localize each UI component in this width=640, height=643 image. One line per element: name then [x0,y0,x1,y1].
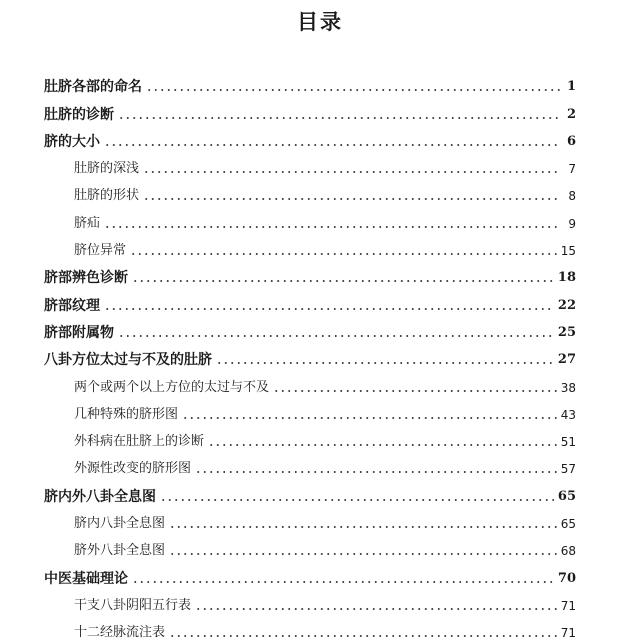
toc-entry-page: 65 [557,488,576,504]
toc-entry-page: 22 [557,297,576,313]
toc-entry-page: 18 [557,270,576,286]
toc-entry-page: 7 [568,162,576,177]
toc-entry-label: 脐内八卦全息图 [74,516,166,532]
toc-entry[interactable] [44,206,576,233]
toc-entry-label: 干支八卦阴阳五行表 [74,597,192,613]
toc-entry[interactable] [44,97,576,124]
toc-entry-page: 57 [560,462,576,477]
toc-entry[interactable] [44,261,576,288]
toc-entry[interactable] [44,152,576,179]
toc-entry-label: 脐疝 [74,215,101,231]
toc-entry-label: 脐外八卦全息图 [74,543,166,559]
dot-leader [160,498,554,502]
dot-leader [216,361,554,365]
toc-entry[interactable] [44,70,576,97]
dot-leader [208,443,557,447]
toc-entry-page: 68 [560,544,576,559]
toc-entry-page: 65 [560,517,576,532]
toc-entry[interactable] [44,370,576,397]
toc-entry[interactable] [44,452,576,479]
toc-entry-label: 外科病在肚脐上的诊断 [74,434,205,450]
toc-entry-label: 脐内外八卦全息图 [44,488,156,505]
dot-leader [169,552,557,556]
toc-entry-label: 几种特殊的脐形图 [74,406,179,422]
dot-leader [169,525,557,529]
toc-entry-label: 肚脐的诊断 [44,106,114,123]
toc-entry-page: 71 [560,626,576,641]
toc-entry[interactable] [44,398,576,425]
toc-entry-label: 脐的大小 [44,133,100,150]
toc-entry-page: 38 [560,380,576,395]
dot-leader [104,143,560,147]
dot-leader [143,170,560,174]
toc-entry[interactable] [44,425,576,452]
toc-entry[interactable] [44,589,576,616]
toc-entry-label: 脐部纹理 [44,297,100,314]
toc-entry-label: 肚脐的深浅 [74,161,140,177]
toc-entry[interactable] [44,534,576,561]
toc-entry-label: 脐部辨色诊断 [44,270,128,287]
toc-entry-label: 脐位异常 [74,243,127,259]
toc-entry-page: 70 [557,570,576,586]
dot-leader [169,634,557,638]
dot-leader [130,252,557,256]
table-of-contents [44,70,576,643]
toc-entry[interactable] [44,234,576,261]
dot-leader [132,279,554,283]
dot-leader [118,116,560,120]
toc-entry-page: 1 [566,79,576,95]
toc-entry-label: 外源性改变的脐形图 [74,461,192,477]
dot-leader [143,197,560,201]
dot-leader [118,334,554,338]
toc-entry-page: 25 [557,324,576,340]
toc-entry[interactable] [44,479,576,506]
dot-leader [273,389,557,393]
toc-entry-page: 2 [566,106,576,122]
dot-leader [104,307,554,311]
toc-entry-label: 中医基础理论 [44,570,128,587]
toc-entry[interactable] [44,316,576,343]
dot-leader [146,88,560,92]
page-title: 目录 [297,10,343,34]
toc-entry-page: 9 [568,216,576,231]
toc-entry-page: 43 [560,407,576,422]
toc-entry-label: 脐部附属物 [44,324,114,341]
toc-entry-page: 8 [568,189,576,204]
toc-entry[interactable] [44,125,576,152]
toc-entry-label: 肚脐的形状 [74,188,140,204]
toc-entry[interactable] [44,288,576,315]
toc-entry-page: 15 [560,244,576,259]
toc-entry-page: 6 [566,133,576,149]
toc-entry-page: 27 [557,352,576,368]
dot-leader [104,225,560,229]
toc-entry-label: 十二经脉流注表 [74,625,166,641]
dot-leader [132,580,554,584]
toc-entry[interactable] [44,561,576,588]
dot-leader [182,416,557,420]
toc-entry[interactable] [44,179,576,206]
toc-entry[interactable] [44,616,576,643]
toc-entry-label: 两个或两个以上方位的太过与不及 [74,379,270,395]
toc-entry-label: 肚脐各部的命名 [44,79,142,96]
toc-entry-page: 71 [560,598,576,613]
toc-entry[interactable] [44,343,576,370]
toc-entry[interactable] [44,507,576,534]
toc-entry-label: 八卦方位太过与不及的肚脐 [44,352,212,369]
dot-leader [195,607,557,611]
toc-entry-page: 51 [560,435,576,450]
dot-leader [195,470,557,474]
